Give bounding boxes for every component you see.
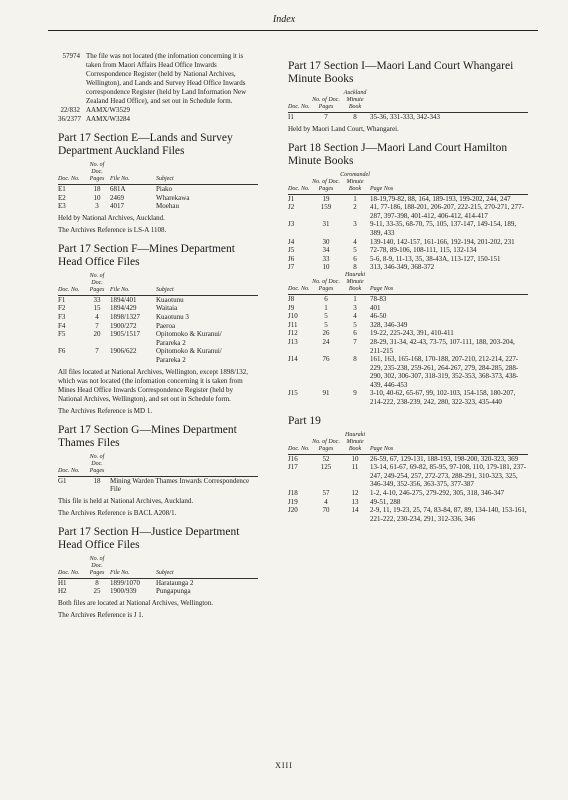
table-cell: Parareka 2 — [156, 355, 186, 364]
column-header — [370, 90, 528, 113]
table-row — [58, 194, 258, 203]
section-title: Part 17 Section I—Maori Land Court Whangarei Minute Books — [288, 60, 514, 85]
index-table — [58, 556, 258, 596]
table-cell — [58, 356, 84, 365]
note-row — [58, 52, 258, 106]
table-cell: 5 — [353, 320, 357, 329]
table-cell: H2 — [58, 587, 67, 596]
table-cell: 18 — [93, 185, 101, 193]
section-note: Held by Maori Land Court, Whangarei. — [288, 124, 399, 133]
note-ref: 57974 — [62, 52, 80, 60]
table-cell: 1899/1070 — [110, 578, 140, 587]
column-header: Hauraki Minute Book — [340, 432, 370, 455]
table-cell: J20 — [288, 506, 298, 515]
table-cell: 2469 — [110, 193, 124, 202]
table-cell — [110, 356, 156, 365]
table-row — [288, 489, 528, 498]
table-cell: 4 — [353, 312, 357, 321]
section-e — [58, 132, 258, 235]
column-header: File No. — [110, 162, 156, 185]
table-cell: J6 — [288, 254, 295, 263]
table-cell: J14 — [288, 355, 298, 364]
section-note: The Archives Reference is BACL A208/1. — [58, 508, 177, 517]
table-cell: 76 — [322, 355, 330, 364]
table-cell: 10 — [322, 263, 330, 272]
column-header: Subject — [156, 162, 258, 185]
table-cell: Waitaia — [156, 304, 178, 313]
section-title: Part 19 — [288, 414, 321, 427]
index-table — [58, 454, 258, 494]
table-cell: 159 — [320, 203, 332, 212]
table-header-row — [288, 272, 528, 295]
table-cell: 14 — [351, 506, 359, 515]
table-cell: 139-140, 142-157, 161-166, 192-194, 201-202, 231 — [370, 237, 515, 246]
table-cell: J7 — [288, 263, 295, 272]
table-cell: 49-51, 288 — [370, 497, 401, 506]
table-cell — [110, 339, 156, 348]
column-header: Doc. No. — [58, 273, 84, 296]
table-header-row — [288, 432, 528, 455]
table-cell: 7 — [95, 321, 99, 330]
table-cell: 20 — [93, 330, 101, 339]
table-cell: 91 — [322, 389, 330, 398]
table-cell: 401 — [370, 303, 381, 312]
table-cell: 12 — [351, 489, 359, 498]
section-note: The Archives Reference is J 1. — [58, 610, 144, 619]
table-cell: 28-29, 31-34, 42-43, 73-75, 107-111, 188, 203-204, 211-215 — [370, 337, 515, 355]
table-cell: 3 — [353, 303, 357, 312]
column-header — [110, 454, 258, 477]
table-cell: 18-19,79-82, 88, 164, 189-193, 199-202, 244, 247 — [370, 194, 511, 203]
column-header: Doc. No. — [58, 454, 84, 477]
table-cell: 4 — [353, 237, 357, 246]
right-column — [288, 52, 528, 523]
table-cell: 33 — [93, 295, 101, 304]
table-cell: 30 — [322, 237, 330, 246]
table-cell: 2-9, 11, 19-23, 25, 74, 83-84, 87, 89, 134-140, 153-161, 221-222, 230-234, 291, 312-336, 346 — [370, 506, 527, 523]
table-cell: 24 — [322, 337, 330, 346]
table-cell: G1 — [58, 476, 67, 485]
table-cell: 7 — [95, 347, 99, 356]
table-cell: 72-78, 89-106, 108-111, 115, 132-134 — [370, 246, 477, 255]
column-header: Subject — [156, 556, 258, 579]
table-cell: 5 — [324, 312, 328, 321]
table-cell: E1 — [58, 185, 66, 193]
table-cell: J15 — [288, 389, 298, 398]
table-cell: 9-11, 33-35, 68-70, 75, 105, 137-147, 149-154, 189, 389, 433 — [370, 220, 517, 237]
table-cell: 19 — [322, 194, 330, 203]
table-cell: 10 — [351, 454, 359, 463]
table-cell: Moehau — [156, 202, 179, 211]
table-row — [288, 294, 528, 303]
table-row — [288, 304, 528, 313]
table-header-row — [58, 454, 258, 477]
table-cell: 3 — [353, 220, 357, 229]
page-folio: XIII — [275, 761, 293, 770]
table-row — [58, 295, 258, 304]
note-row — [58, 115, 258, 124]
table-row — [58, 356, 258, 365]
table-cell: 78-83 — [370, 294, 387, 303]
table-cell: F5 — [58, 330, 66, 339]
table-cell: J8 — [288, 294, 295, 303]
table-row — [58, 304, 258, 313]
table-cell: 70 — [322, 506, 330, 515]
table-cell: 1-2, 4-10, 246-275, 279-292, 305, 318, 346-347 — [370, 489, 505, 498]
table-cell: J5 — [288, 246, 295, 255]
table-cell: J12 — [288, 329, 298, 338]
column-header: No. of Doc. Pages — [312, 432, 340, 455]
table-cell: 26-59, 67, 129-131, 188-193, 198-200, 320-323, 369 — [370, 454, 519, 463]
table-cell: 6 — [353, 254, 357, 263]
table-row — [288, 113, 528, 122]
table-row — [288, 498, 528, 507]
table-cell: 1905/1517 — [110, 330, 140, 339]
table-cell: 1894/401 — [110, 295, 137, 304]
table-cell: 328, 346-349 — [370, 320, 408, 329]
column-header: Doc. No. — [58, 162, 84, 185]
section-title: Part 17 Section G—Mines Department Thames Files — [58, 423, 237, 449]
column-header: No. of Doc. Pages — [84, 454, 110, 477]
table-row — [288, 463, 528, 489]
table-cell: 5 — [324, 320, 328, 329]
table-cell: Harataunga 2 — [156, 578, 194, 587]
table-cell: 4017 — [110, 202, 124, 211]
table-cell: 41, 77-186, 188-201, 206-207, 222-215, 270-271, 277-287, 397-398, 401-412, 406-412, 414-417 — [370, 203, 524, 220]
table-cell: 1 — [324, 303, 328, 312]
index-table — [288, 432, 528, 524]
column-header: No. of Doc. Pages — [84, 556, 110, 579]
table-cell: 18 — [93, 476, 101, 485]
table-cell: 4 — [324, 497, 328, 506]
table-cell: E3 — [58, 202, 66, 211]
table-row — [58, 313, 258, 322]
table-cell: 26 — [322, 329, 330, 338]
table-row — [58, 476, 258, 494]
section-title: Part 17 Section F—Mines Department Head Office Files — [58, 242, 235, 268]
table-cell: Opitomoko & Kuranui/ — [156, 347, 222, 356]
left-column — [58, 52, 258, 620]
table-header-row — [288, 90, 528, 113]
table-header-row — [58, 273, 258, 296]
table-cell: H1 — [58, 578, 67, 587]
table-cell: Wharekawa — [156, 193, 190, 202]
table-cell: 7 — [353, 337, 357, 346]
table-cell: 6 — [353, 329, 357, 338]
table-cell: I1 — [288, 113, 294, 121]
column-header: Doc. No. — [288, 432, 312, 455]
table-row — [58, 578, 258, 587]
column-header: Page Nos — [370, 272, 528, 295]
index-table — [288, 90, 528, 122]
section-note: The Archives Reference is LS-A 1108. — [58, 225, 167, 234]
table-row — [288, 246, 528, 255]
part-19 — [288, 415, 528, 524]
table-cell: 33 — [322, 254, 330, 263]
table-cell — [58, 339, 84, 348]
table-row — [288, 263, 528, 272]
table-cell: 35-36, 331-333, 342-343 — [370, 113, 440, 121]
column-header: Doc. No. — [288, 272, 312, 295]
table-cell: J3 — [288, 220, 295, 229]
table-cell: 3 — [95, 202, 99, 211]
top-notes — [58, 52, 258, 124]
table-cell: J19 — [288, 497, 298, 506]
section-title: Part 17 Section E—Lands and Survey Department Auckland Files — [58, 132, 233, 157]
table-cell: 161, 163, 165-168, 170-188, 207-210, 212-214, 227-229, 235-238, 259-261, 264-267, 279, 284-285, 288-290, 302, 306-307, 318-319, 352-353, 368-373, 438-439, 446-453 — [370, 355, 519, 389]
table-cell: 4 — [95, 312, 99, 321]
table-cell: Pungapunga — [156, 587, 191, 596]
table-row — [58, 185, 258, 194]
table-cell: J10 — [288, 312, 298, 321]
table-row — [288, 312, 528, 321]
table-cell: E2 — [58, 193, 66, 202]
table-cell: F6 — [58, 347, 66, 356]
section-title: Part 18 Section J—Maori Land Court Hamilton Minute Books — [288, 141, 508, 167]
table-cell: 13-14, 61-67, 69-82, 85-95, 97-108, 110, 179-181, 237-247, 249-254, 257, 272-273, 288-291, 310-323, 325, 346-349, 352-356, 363-375, 377-387 — [370, 463, 527, 489]
section-title: Part 17 Section H—Justice Department Head Office Files — [58, 525, 240, 551]
table-cell: 8 — [95, 578, 99, 587]
table-cell: 46-50 — [370, 312, 387, 321]
table-cell: Paeroa — [156, 321, 176, 330]
table-cell: 1900/939 — [110, 587, 137, 596]
section-note: This file is held at National Archives, Auckland. — [58, 496, 194, 505]
table-row — [288, 355, 528, 389]
index-table — [58, 273, 258, 365]
table-cell: 681A — [110, 185, 126, 193]
table-cell: J16 — [288, 454, 298, 463]
header-rule — [48, 30, 538, 31]
table-row — [58, 347, 258, 356]
column-header: No. of Doc. Pages — [84, 162, 110, 185]
table-cell: 6 — [324, 294, 328, 303]
table-cell: 125 — [320, 463, 332, 472]
table-row — [58, 339, 258, 348]
section-h — [58, 526, 258, 620]
section-note: Both files are located at National Archives, Wellington. — [58, 598, 214, 607]
table-header-row — [58, 556, 258, 579]
column-header: Subject — [156, 273, 258, 296]
section-note: The Archives Reference is MD 1. — [58, 406, 153, 415]
section-i — [288, 60, 528, 134]
table-cell: 15 — [93, 304, 101, 313]
column-header: Coromandel Minute Book — [340, 172, 370, 195]
table-cell: 1898/1327 — [110, 312, 140, 321]
column-header: No. of Doc. Pages — [84, 273, 110, 296]
table-cell: J2 — [288, 203, 295, 212]
note-text: The file was not located (the infomation concerning it is taken from Maori Affairs Head Office Inwards Correspondence Register (held by National Archives, Wellington), and Lands and Survey Head Office Inwards correspondence Register (held by Land Information New Zealand Head Office), and set out in Schedule form. — [86, 52, 247, 105]
note-text: AAMX/W3529 — [86, 106, 130, 114]
table-cell: 5-6, 8-9, 11-13, 35, 38-43A, 113-127, 150-151 — [370, 254, 501, 263]
section-g — [58, 424, 258, 518]
table-cell: Kuaotunu 3 — [156, 312, 189, 321]
table-cell: 1906/622 — [110, 347, 137, 356]
table-cell: 57 — [322, 489, 330, 498]
table-cell: 8 — [353, 113, 357, 121]
column-header: Doc. No. — [288, 90, 312, 113]
table-cell: 3-10, 40-62, 65-67, 99, 102-103, 154-158, 180-207, 214-222, 238-239, 242, 280, 322-323, 435-440 — [370, 389, 516, 407]
column-header: Doc. No. — [58, 556, 84, 579]
table-cell: J18 — [288, 489, 298, 498]
table-row — [288, 255, 528, 264]
table-cell: 1 — [353, 294, 357, 303]
column-header: Hauraki Minute Book — [340, 272, 370, 295]
table-cell: 10 — [93, 193, 101, 202]
section-note: Held by National Archives, Auckland. — [58, 213, 165, 222]
table-row — [58, 202, 258, 211]
note-ref: 22/832 — [60, 106, 80, 114]
table-cell: Kuaotunu — [156, 295, 184, 304]
table-cell — [84, 339, 110, 348]
column-header: Doc. No. — [288, 172, 312, 195]
column-header: Page Nos — [370, 172, 528, 195]
table-cell: 9 — [353, 389, 357, 398]
table-cell: 313, 346-349, 368-372 — [370, 263, 435, 272]
table-cell: F4 — [58, 321, 66, 330]
table-cell: 1900/272 — [110, 321, 137, 330]
note-text: AAMX/W3284 — [86, 115, 130, 123]
table-cell: Piako — [156, 185, 172, 193]
table-cell: 2 — [353, 203, 357, 212]
note-ref: 36/2377 — [58, 115, 81, 123]
column-header: File No. — [110, 556, 156, 579]
table-cell: J1 — [288, 194, 295, 203]
table-row — [288, 329, 528, 338]
table-cell: Parareka 2 — [156, 338, 186, 347]
table-cell: 19-22, 225-243, 391, 410-411 — [370, 329, 454, 338]
index-table — [288, 172, 528, 272]
note-row — [58, 106, 258, 115]
table-header-row — [58, 162, 258, 185]
table-row — [58, 330, 258, 339]
section-j — [288, 142, 528, 407]
table-cell: Opitomoko & Kuranui/ — [156, 330, 222, 339]
table-row — [288, 454, 528, 463]
table-cell: F1 — [58, 295, 66, 304]
table-cell: J9 — [288, 303, 295, 312]
table-cell: 34 — [322, 246, 330, 255]
table-row — [288, 203, 528, 220]
column-header: No. of Doc. Pages — [312, 90, 340, 113]
table-row — [288, 321, 528, 330]
running-head: Index — [272, 14, 296, 25]
table-row — [288, 338, 528, 355]
section-f — [58, 243, 258, 416]
table-cell: 1 — [353, 194, 357, 203]
column-header: File No. — [110, 273, 156, 296]
table-cell: Mining Warden Thames Inwards Correspondence File — [110, 476, 250, 494]
column-header: No. of Doc. Pages — [312, 272, 340, 295]
section-note: All files located at National Archives, Wellington, except 1898/132, which was not located (the infomation concerning it is taken from Mines Head Office Inwards Correspondence Register (held by National Archives, Wellington), and set out in Schedule form. — [58, 367, 249, 403]
table-cell: 52 — [322, 454, 330, 463]
table-cell: 31 — [322, 220, 330, 229]
table-cell: F2 — [58, 304, 66, 313]
table-cell: 8 — [353, 263, 357, 272]
table-header-row — [288, 172, 528, 195]
table-row — [58, 587, 258, 596]
table-cell: 25 — [93, 587, 101, 596]
table-cell: 13 — [351, 497, 359, 506]
index-table — [288, 272, 528, 407]
table-cell: J13 — [288, 337, 298, 346]
table-row — [288, 194, 528, 203]
table-cell: J4 — [288, 237, 295, 246]
table-cell: J17 — [288, 463, 298, 472]
table-row — [288, 506, 528, 523]
table-cell: F3 — [58, 312, 66, 321]
table-row — [288, 220, 528, 237]
column-header: No. of Doc. Pages — [312, 172, 340, 195]
table-cell: J11 — [288, 320, 298, 329]
column-header: Auckland Minute Book — [340, 90, 370, 113]
table-cell — [84, 356, 110, 365]
table-cell: 7 — [324, 113, 328, 121]
table-row — [288, 238, 528, 247]
column-header: Page Nos — [370, 432, 528, 455]
table-row — [288, 389, 528, 406]
table-row — [58, 322, 258, 331]
table-cell: 1894/429 — [110, 304, 137, 313]
table-cell: 5 — [353, 246, 357, 255]
index-table — [58, 162, 258, 211]
table-cell: 11 — [351, 463, 359, 472]
table-cell: 8 — [353, 355, 357, 364]
